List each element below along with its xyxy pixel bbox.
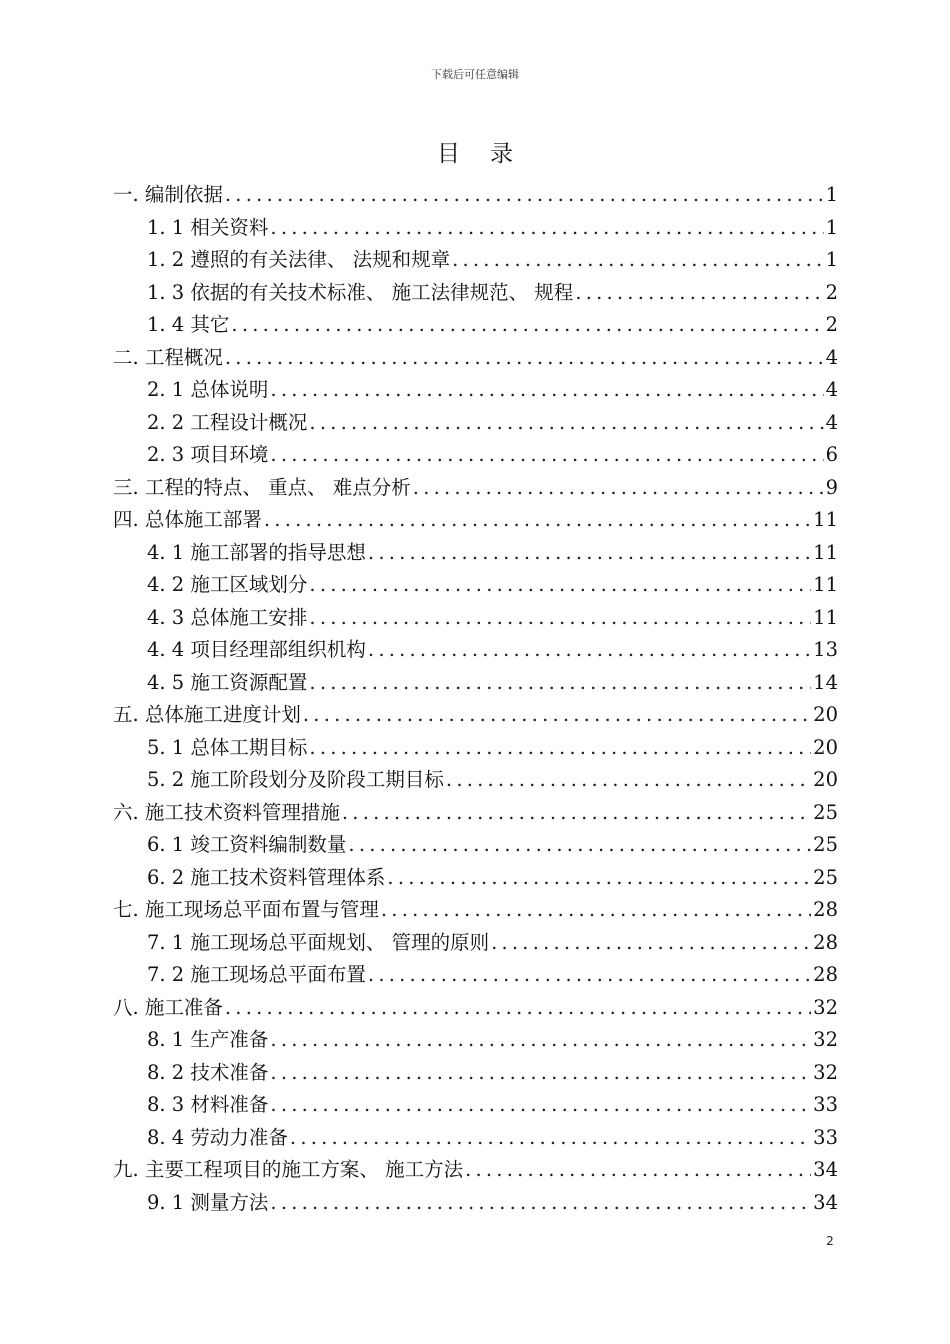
toc-entry[interactable] bbox=[113, 1057, 838, 1090]
toc-entry[interactable] bbox=[113, 1122, 838, 1155]
toc-entry-page: 20 bbox=[811, 764, 838, 797]
page-number: 2 bbox=[826, 1234, 834, 1248]
toc-dot-leader bbox=[264, 504, 811, 537]
toc-dot-leader bbox=[225, 992, 811, 1025]
toc-entry-page: 33 bbox=[811, 1122, 838, 1155]
toc-dot-leader bbox=[309, 667, 811, 700]
toc-entry-page: 4 bbox=[824, 374, 838, 407]
toc-entry-page: 1 bbox=[824, 244, 838, 277]
toc-entry-title: 8. 1 生产准备 bbox=[147, 1024, 270, 1057]
toc-entry-title: 6. 1 竣工资料编制数量 bbox=[147, 829, 348, 862]
toc-dot-leader bbox=[348, 829, 811, 862]
toc-entry[interactable] bbox=[113, 667, 838, 700]
toc-entry-page: 11 bbox=[811, 569, 838, 602]
toc-dot-leader bbox=[270, 439, 823, 472]
toc-entry-title: 1. 4 其它 bbox=[147, 309, 231, 342]
toc-dot-leader bbox=[465, 1154, 811, 1187]
toc-entry-title: 2. 2 工程设计概况 bbox=[147, 407, 309, 440]
toc-entry[interactable] bbox=[113, 764, 838, 797]
header-note: 下载后可任意编辑 bbox=[431, 68, 519, 81]
toc-entry-page: 11 bbox=[811, 602, 838, 635]
toc-entry[interactable] bbox=[113, 374, 838, 407]
toc-entry[interactable] bbox=[113, 439, 838, 472]
toc-entry[interactable] bbox=[113, 894, 838, 927]
toc-entry-title: 七. 施工现场总平面布置与管理 bbox=[113, 894, 381, 927]
toc-entry-page: 6 bbox=[824, 439, 838, 472]
toc-dot-leader bbox=[231, 309, 823, 342]
toc-entry-page: 9 bbox=[824, 472, 838, 505]
toc-dot-leader bbox=[368, 537, 811, 570]
toc-entry[interactable] bbox=[113, 1024, 838, 1057]
toc-entry-page: 14 bbox=[811, 667, 838, 700]
toc-entry-title: 4. 4 项目经理部组织机构 bbox=[147, 634, 368, 667]
toc-entry[interactable] bbox=[113, 992, 838, 1025]
toc-dot-leader bbox=[452, 244, 823, 277]
toc-entry-title: 7. 1 施工现场总平面规划、 管理的原则 bbox=[147, 927, 491, 960]
toc-entry-page: 20 bbox=[811, 699, 838, 732]
toc-entry-title: 八. 施工准备 bbox=[113, 992, 225, 1025]
toc-entry[interactable] bbox=[113, 407, 838, 440]
toc-entry[interactable] bbox=[113, 862, 838, 895]
toc-dot-leader bbox=[270, 1024, 811, 1057]
toc-dot-leader bbox=[309, 732, 811, 765]
toc-dot-leader bbox=[387, 862, 811, 895]
toc-entry-title: 六. 施工技术资料管理措施 bbox=[113, 797, 342, 830]
toc-entry-title: 4. 5 施工资源配置 bbox=[147, 667, 309, 700]
toc-entry[interactable] bbox=[113, 634, 838, 667]
toc-entry[interactable] bbox=[113, 797, 838, 830]
toc-entry-title: 2. 3 项目环境 bbox=[147, 439, 270, 472]
toc-dot-leader bbox=[342, 797, 811, 830]
toc-dot-leader bbox=[413, 472, 824, 505]
toc-entry[interactable] bbox=[113, 829, 838, 862]
toc-entry[interactable] bbox=[113, 244, 838, 277]
toc-entry-page: 11 bbox=[811, 504, 838, 537]
toc-entry-page: 32 bbox=[811, 1057, 838, 1090]
toc-dot-leader bbox=[309, 602, 811, 635]
toc-entry[interactable] bbox=[113, 699, 838, 732]
toc-entry-page: 32 bbox=[811, 1024, 838, 1057]
toc-entry[interactable] bbox=[113, 212, 838, 245]
toc-entry-title: 8. 4 劳动力准备 bbox=[147, 1122, 290, 1155]
toc-dot-leader bbox=[270, 1187, 811, 1220]
toc-entry[interactable] bbox=[113, 602, 838, 635]
toc-entry-title: 五. 总体施工进度计划 bbox=[113, 699, 303, 732]
toc-dot-leader bbox=[225, 179, 824, 212]
toc-entry-title: 三. 工程的特点、 重点、 难点分析 bbox=[113, 472, 413, 505]
toc-entry[interactable] bbox=[113, 1187, 838, 1220]
toc-entry[interactable] bbox=[113, 179, 838, 212]
toc-dot-leader bbox=[270, 374, 823, 407]
toc-entry-title: 4. 1 施工部署的指导思想 bbox=[147, 537, 368, 570]
toc-entry-title: 4. 2 施工区域划分 bbox=[147, 569, 309, 602]
toc-dot-leader bbox=[368, 959, 811, 992]
toc-entry-page: 11 bbox=[811, 537, 838, 570]
toc-entry-page: 25 bbox=[811, 797, 838, 830]
toc-entry-page: 28 bbox=[811, 927, 838, 960]
toc-entry-page: 1 bbox=[824, 179, 838, 212]
toc-dot-leader bbox=[270, 1057, 811, 1090]
toc-entry-title: 8. 3 材料准备 bbox=[147, 1089, 270, 1122]
toc-dot-leader bbox=[290, 1122, 811, 1155]
toc-entry-title: 5. 1 总体工期目标 bbox=[147, 732, 309, 765]
toc-entry[interactable] bbox=[113, 1089, 838, 1122]
toc-entry-page: 34 bbox=[811, 1154, 838, 1187]
toc-entry-title: 2. 1 总体说明 bbox=[147, 374, 270, 407]
page-title: 目录 bbox=[437, 141, 543, 167]
toc-dot-leader bbox=[270, 212, 823, 245]
toc-entry[interactable] bbox=[113, 504, 838, 537]
toc-entry[interactable] bbox=[113, 1154, 838, 1187]
toc-entry-page: 2 bbox=[824, 277, 838, 310]
toc-entry-title: 9. 1 测量方法 bbox=[147, 1187, 270, 1220]
toc-entry-title: 7. 2 施工现场总平面布置 bbox=[147, 959, 368, 992]
toc-entry-page: 25 bbox=[811, 829, 838, 862]
toc-entry-title: 二. 工程概况 bbox=[113, 342, 225, 375]
toc-entry-title: 8. 2 技术准备 bbox=[147, 1057, 270, 1090]
toc-entry-page: 13 bbox=[811, 634, 838, 667]
toc-entry-page: 20 bbox=[811, 732, 838, 765]
toc-entry-page: 4 bbox=[824, 342, 838, 375]
toc-entry[interactable] bbox=[113, 309, 838, 342]
toc-entry-page: 33 bbox=[811, 1089, 838, 1122]
toc-entry-page: 34 bbox=[811, 1187, 838, 1220]
toc-entry-title: 九. 主要工程项目的施工方案、 施工方法 bbox=[113, 1154, 465, 1187]
toc-dot-leader bbox=[309, 407, 823, 440]
toc-dot-leader bbox=[491, 927, 811, 960]
toc-entry-title: 四. 总体施工部署 bbox=[113, 504, 264, 537]
toc-entry-title: 4. 3 总体施工安排 bbox=[147, 602, 309, 635]
toc-dot-leader bbox=[309, 569, 811, 602]
toc-entry-title: 5. 2 施工阶段划分及阶段工期目标 bbox=[147, 764, 446, 797]
toc-entry[interactable] bbox=[113, 959, 838, 992]
toc-entry[interactable] bbox=[113, 277, 838, 310]
toc-entry[interactable] bbox=[113, 732, 838, 765]
toc-entry[interactable] bbox=[113, 342, 838, 375]
toc-entry-page: 4 bbox=[824, 407, 838, 440]
toc-dot-leader bbox=[381, 894, 811, 927]
toc-entry-page: 1 bbox=[824, 212, 838, 245]
toc-entry[interactable] bbox=[113, 927, 838, 960]
toc-entry[interactable] bbox=[113, 569, 838, 602]
toc-entry-page: 2 bbox=[824, 309, 838, 342]
toc-entry-title: 1. 3 依据的有关技术标准、 施工法律规范、 规程 bbox=[147, 277, 575, 310]
toc-dot-leader bbox=[303, 699, 811, 732]
toc-entry-title: 1. 2 遵照的有关法律、 法规和规章 bbox=[147, 244, 452, 277]
toc-dot-leader bbox=[446, 764, 811, 797]
toc-entry[interactable] bbox=[113, 472, 838, 505]
toc-entry-title: 1. 1 相关资料 bbox=[147, 212, 270, 245]
toc-entry[interactable] bbox=[113, 537, 838, 570]
toc-dot-leader bbox=[270, 1089, 811, 1122]
toc-dot-leader bbox=[225, 342, 824, 375]
toc-dot-leader bbox=[575, 277, 823, 310]
toc-entry-page: 28 bbox=[811, 959, 838, 992]
toc-entry-page: 25 bbox=[811, 862, 838, 895]
toc-entry-page: 32 bbox=[811, 992, 838, 1025]
toc-dot-leader bbox=[368, 634, 811, 667]
toc-entry-title: 一. 编制依据 bbox=[113, 179, 225, 212]
toc-entry-title: 6. 2 施工技术资料管理体系 bbox=[147, 862, 387, 895]
table-of-contents bbox=[113, 179, 838, 1219]
toc-entry-page: 28 bbox=[811, 894, 838, 927]
